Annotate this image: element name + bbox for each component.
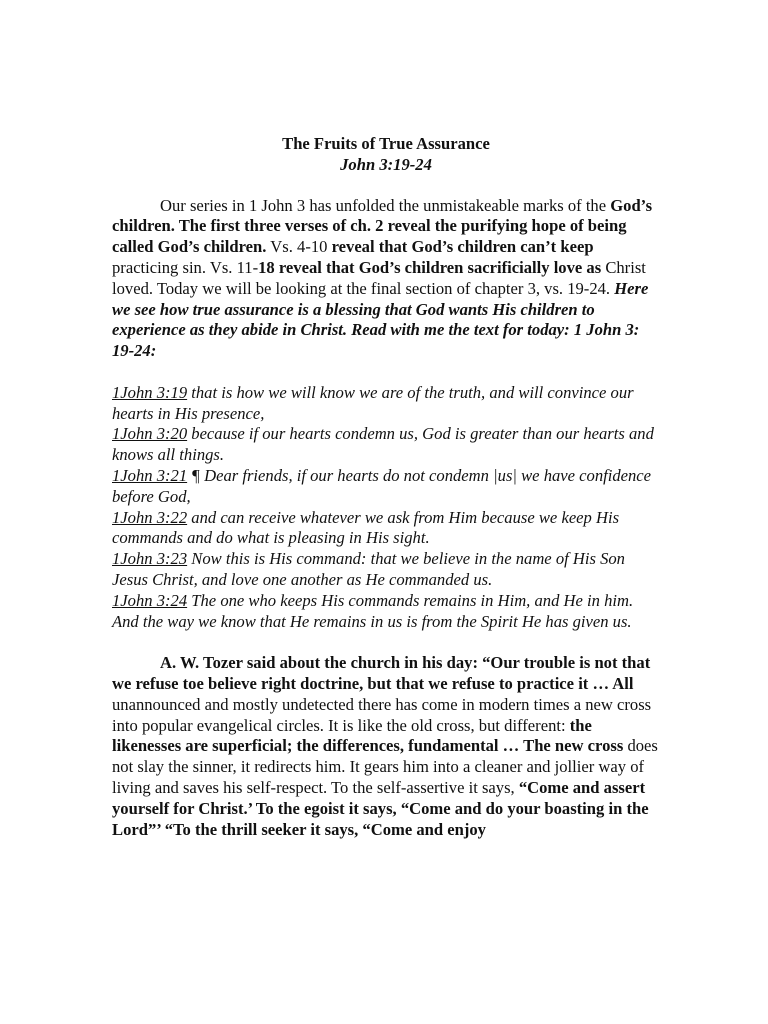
verse-ref-link[interactable]: 1John 3:24 — [112, 590, 188, 610]
verse-text: because if our hearts condemn us, God is greater than our hearts and knows all things. — [112, 424, 654, 465]
verse-23 — [112, 549, 660, 591]
verse-ref-link[interactable]: 1John 3:21 — [112, 465, 188, 485]
verse-20 — [112, 424, 660, 466]
intro-text-7: Christ loved. Today we will be looking at the final section of chapter 3, vs. 19-24. — [112, 257, 646, 298]
tozer-text-5: “Come and assert yourself for Christ.’ To the egoist it says, “Come and do your boasting in the Lord”’ “To the thrill seeker it says, “Come and enjoy — [112, 777, 649, 839]
verse-ref-link[interactable]: 1John 3:20 — [112, 424, 188, 444]
verse-ref-link[interactable]: 1John 3:23 — [112, 549, 188, 569]
verse-22 — [112, 508, 660, 550]
intro-text-5: practicing sin. Vs. 11- — [112, 257, 259, 277]
verse-text: The one who keeps His commands remains in Him, and He in him. And the way we know that He remains in us is from the Spirit He has given us. — [112, 590, 634, 631]
verse-text: that is how we will know we are of the truth, and will convince our hearts in His presence, — [112, 382, 634, 423]
intro-text-6: 18 reveal that God’s children sacrificially love as — [258, 257, 602, 277]
document-page — [112, 134, 660, 840]
tozer-text-2: unannounced and mostly undetected there has come in modern times a new cross into popular evangelical circles. It is like the old cross, but different: — [112, 694, 652, 735]
intro-text-2: God’s children. The first three verses of ch. 2 reveal the purifying hope of being called God’s children. — [112, 195, 653, 257]
verse-19 — [112, 383, 660, 425]
verse-ref-link[interactable]: 1John 3:19 — [112, 382, 188, 402]
verse-24 — [112, 591, 660, 633]
spacer — [112, 362, 660, 383]
verse-ref-link[interactable]: 1John 3:22 — [112, 507, 188, 527]
intro-text-3: Vs. 4-10 — [266, 237, 332, 257]
intro-paragraph — [112, 196, 660, 362]
verse-21 — [112, 466, 660, 508]
tozer-paragraph — [112, 653, 660, 840]
tozer-text-1: A. W. Tozer said about the church in his day: “Our trouble is not that we refuse toe believe right doctrine, but that we refuse to practice it … All — [112, 653, 651, 693]
document-title: The Fruits of True Assurance — [282, 134, 490, 153]
verse-text: ¶ Dear friends, if our hearts do not condemn |us| we have confidence before God, — [112, 465, 652, 506]
tozer-text-4: does not slay the sinner, it redirects him. It gears him into a cleaner and jollier way of living and saves his self-respect. To the self-assertive it says, — [112, 736, 658, 797]
spacer — [112, 632, 660, 653]
verse-text: and can receive whatever we ask from Him because we keep His commands and do what is pleasing in His sight. — [112, 507, 620, 548]
verse-text: Now this is His command: that we believe in the name of His Son Jesus Christ, and love one another as He commanded us. — [112, 549, 625, 589]
intro-emphasis: Here we see how true assurance is a blessing that God wants His children to experience as they abide in Christ. Read with me the text for today: 1 John 3: 19-24: — [112, 278, 649, 361]
intro-text-4: reveal that God’s children can’t keep — [331, 237, 594, 257]
intro-text-1: Our series in 1 John 3 has unfolded the unmistakeable marks of the — [160, 195, 611, 215]
document-subtitle: John 3:19-24 — [340, 154, 432, 174]
tozer-text-3: the likenesses are superficial; the differences, fundamental … The new cross — [112, 715, 624, 756]
